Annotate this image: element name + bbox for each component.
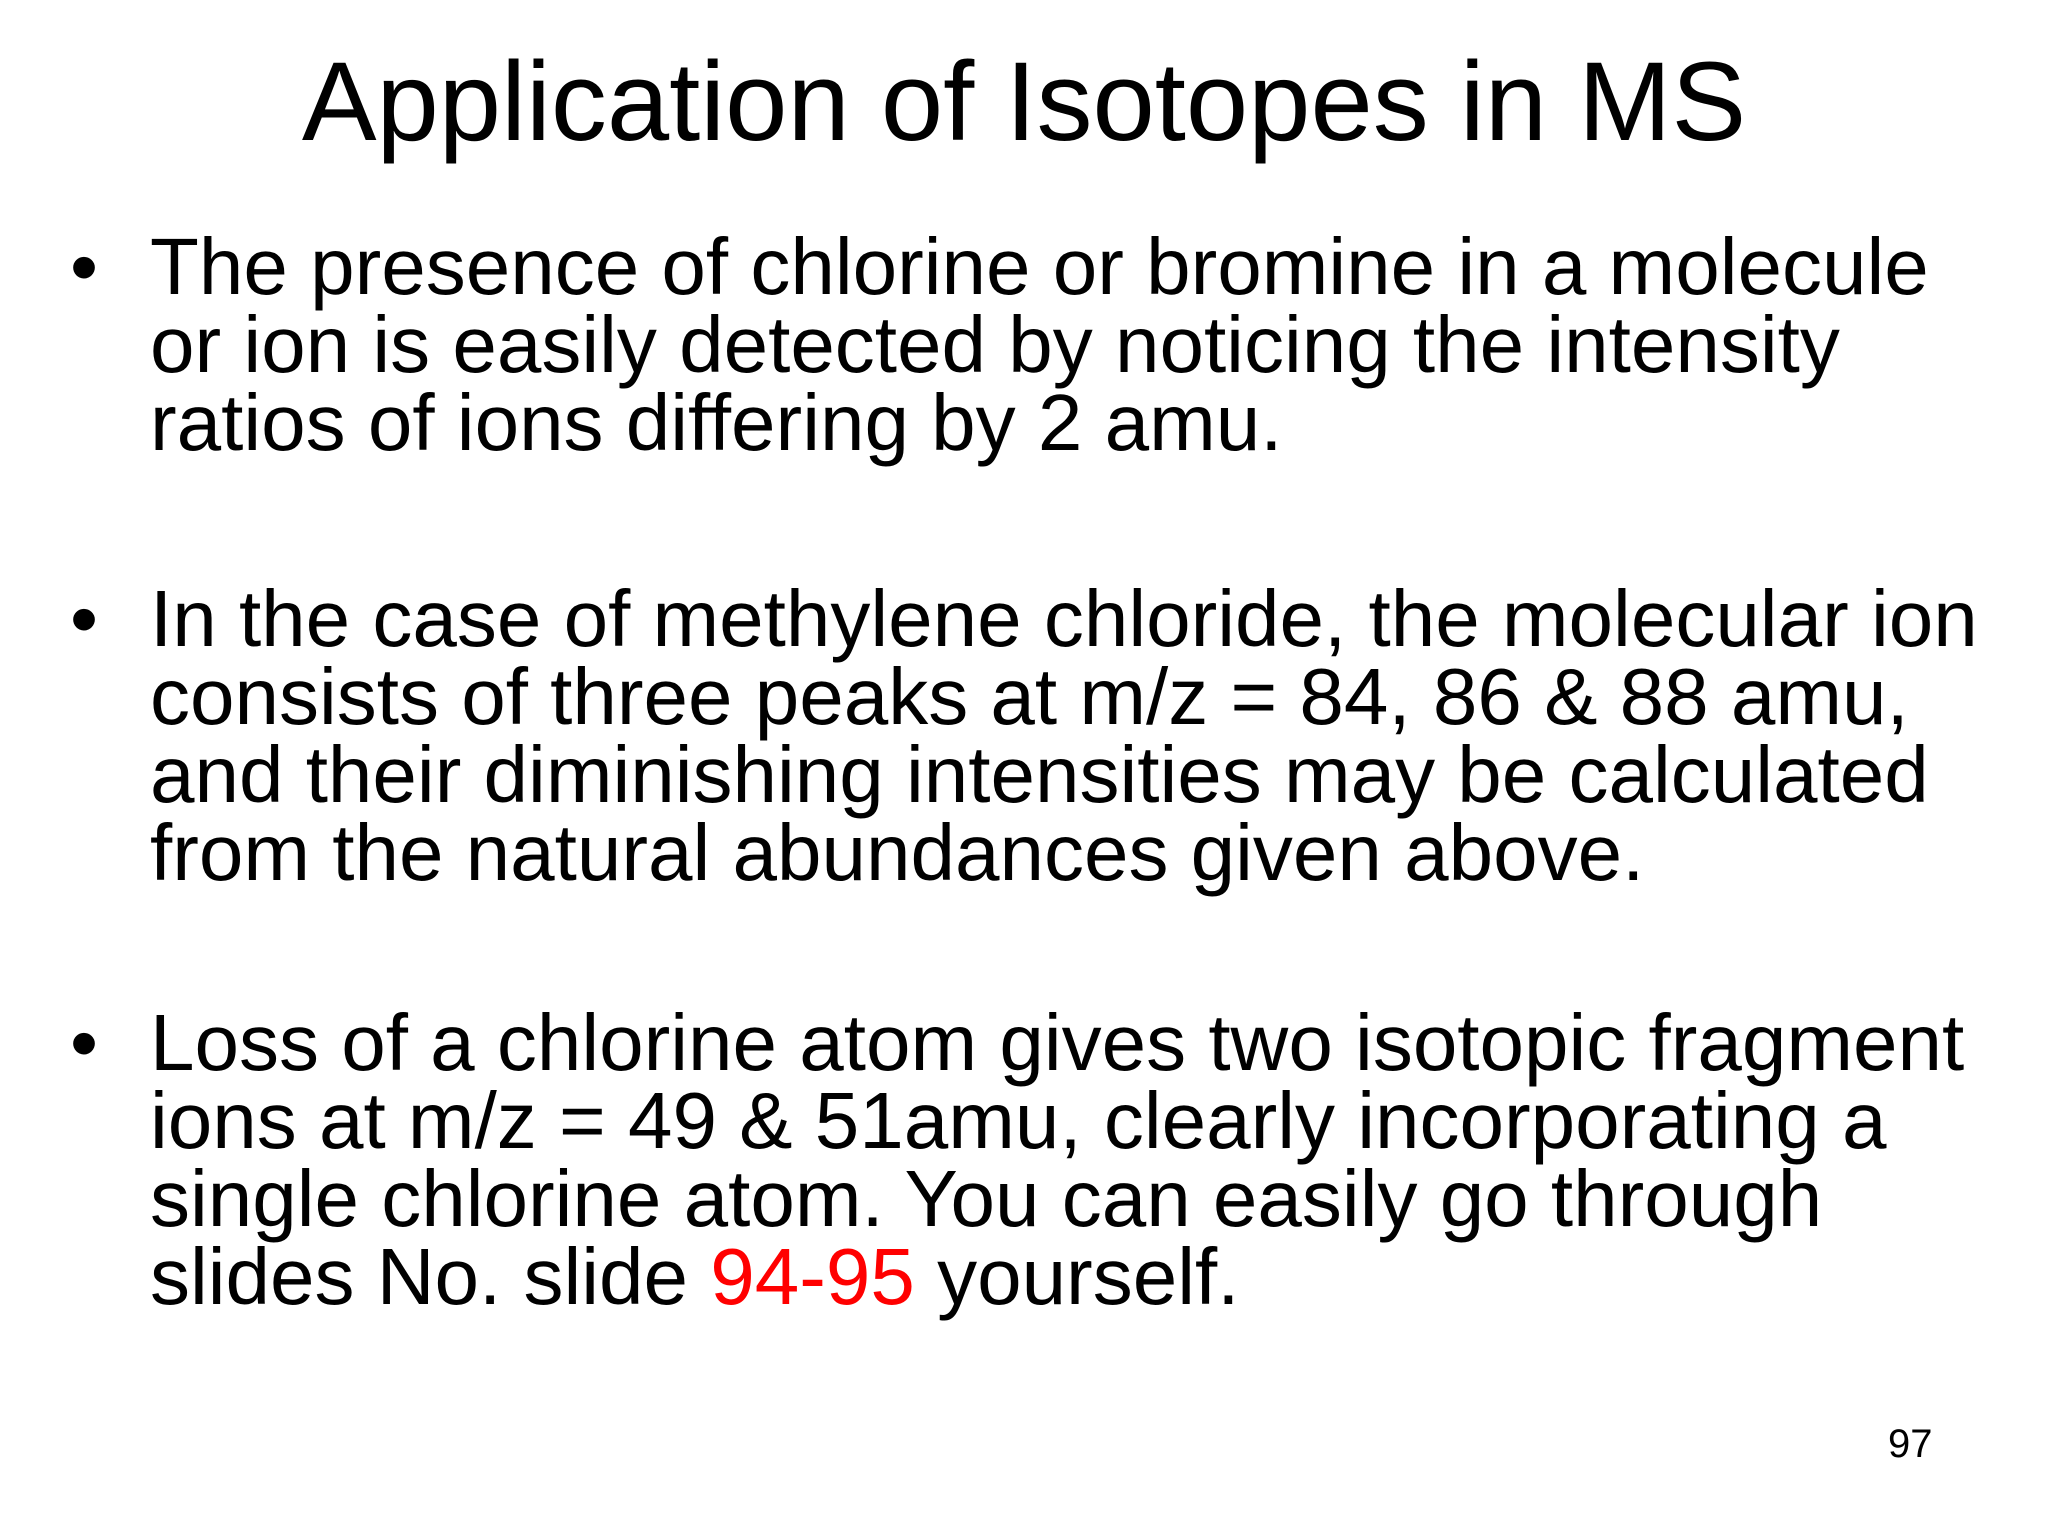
bullet-line: single chlorine atom. You can easily go through: [150, 1154, 1823, 1243]
bullet-line-with-highlight: [150, 1232, 2010, 1321]
bullet-icon: •: [70, 998, 99, 1087]
bullet-icon: •: [70, 222, 99, 311]
bullet-line: In the case of methylene chloride, the molecular ion: [150, 574, 1978, 663]
bullet-line: or ion is easily detected by noticing the intensity: [150, 300, 1840, 389]
bullet-line: Loss of a chlorine atom gives two isotopic fragment: [150, 998, 1965, 1087]
bullet-icon: •: [70, 574, 99, 663]
bullet-line-prefix: slides No. slide: [150, 1232, 711, 1321]
slide-title: Application of Isotopes in MS: [301, 39, 1747, 164]
page-number: 97: [1888, 1422, 1933, 1466]
bullet-line: The presence of chlorine or bromine in a molecule: [150, 222, 1929, 311]
bullet-text: [150, 574, 2010, 897]
slide-range-highlight: 94-95: [710, 1232, 915, 1321]
bullet-line: ions at m/z = 49 & 51amu, clearly incorporating a: [150, 1076, 1887, 1165]
bullet-line: consists of three peaks at m/z = 84, 86 & 88 amu,: [150, 652, 1909, 741]
bullet-text: [150, 998, 2010, 1321]
bullet-text: [150, 222, 2010, 467]
bullet-line: from the natural abundances given above.: [150, 808, 1645, 897]
bullet-line-suffix: yourself.: [914, 1232, 1240, 1321]
bullet-line: ratios of ions differing by 2 amu.: [150, 378, 1283, 467]
bullet-line: and their diminishing intensities may be calculated: [150, 730, 1929, 819]
